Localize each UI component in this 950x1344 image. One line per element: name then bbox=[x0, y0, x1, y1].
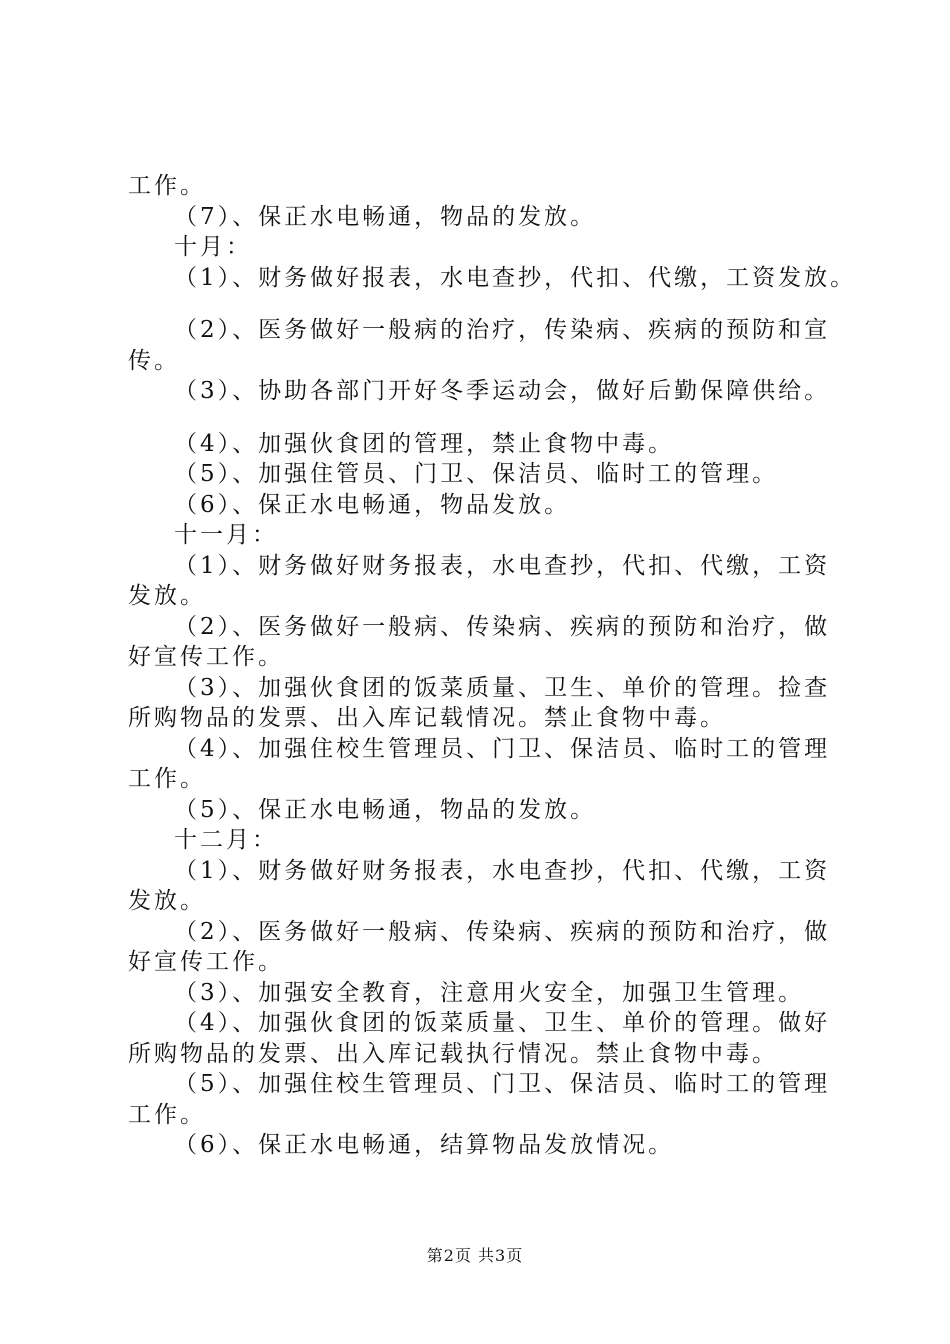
text-line: 十二月： bbox=[174, 827, 278, 853]
page-footer: 第2页 共3页 bbox=[426, 1246, 524, 1265]
text-line: （1）、财务做好财务报表，水电查抄，代扣、代缴，工资 bbox=[174, 857, 831, 884]
text-line: （2）、医务做好一般病、传染病、疾病的预防和治疗，做 bbox=[174, 918, 831, 945]
text-line: （4）、加强伙食团的管理，禁止食物中毒。 bbox=[174, 430, 675, 457]
text-line: （6）、保正水电畅通，物品发放。 bbox=[174, 491, 571, 518]
text-line: （1）、财务做好财务报表，水电查抄，代扣、代缴，工资 bbox=[174, 552, 831, 579]
text-line: 所购物品的发票、出入库记载执行情况。禁止食物中毒。 bbox=[128, 1040, 778, 1067]
text-line: （6）、保正水电畅通，结算物品发放情况。 bbox=[174, 1132, 675, 1158]
text-line: 发放。 bbox=[128, 888, 206, 914]
text-line: 好宣传工作。 bbox=[128, 949, 284, 975]
text-line: 所购物品的发票、出入库记载情况。禁止食物中毒。 bbox=[128, 705, 726, 731]
paragraph-gap bbox=[128, 407, 840, 429]
text-line: （5）、加强住校生管理员、门卫、保洁员、临时工的管理 bbox=[174, 1071, 831, 1097]
text-line: （7）、保正水电畅通，物品的发放。 bbox=[174, 203, 597, 230]
text-line: （3）、加强安全教育，注意用火安全，加强卫生管理。 bbox=[174, 979, 805, 1006]
text-line: 工作。 bbox=[128, 766, 206, 792]
text-line: （5）、加强住管员、门卫、保洁员、临时工的管理。 bbox=[174, 461, 779, 487]
text-line: 工作。 bbox=[128, 1101, 206, 1128]
text-line: 十月： bbox=[174, 234, 252, 260]
text-line: 工作。 bbox=[128, 173, 206, 199]
text-line: 传。 bbox=[128, 347, 180, 374]
text-line: （3）、加强伙食团的饭菜质量、卫生、单价的管理。捡查 bbox=[174, 674, 831, 701]
document-body bbox=[128, 171, 857, 1161]
text-line: 发放。 bbox=[128, 583, 206, 609]
text-line: （1）、财务做好报表，水电查抄，代扣、代缴，工资发放。 bbox=[174, 264, 857, 291]
paragraph-gap bbox=[128, 293, 840, 315]
text-line: 十一月： bbox=[174, 522, 278, 548]
text-line: （2）、医务做好一般病、传染病、疾病的预防和治疗，做 bbox=[174, 613, 831, 640]
text-line: （5）、保正水电畅通，物品的发放。 bbox=[174, 796, 597, 823]
text-line: 好宣传工作。 bbox=[128, 644, 284, 670]
text-line: （3）、协助各部门开好冬季运动会，做好后勤保障供给。 bbox=[174, 378, 831, 404]
text-line: （2）、医务做好一般病的治疗，传染病、疾病的预防和宣 bbox=[174, 317, 831, 343]
text-line: （4）、加强住校生管理员、门卫、保洁员、临时工的管理 bbox=[174, 735, 831, 762]
text-line: （4）、加强伙食团的饭菜质量、卫生、单价的管理。做好 bbox=[174, 1010, 831, 1036]
